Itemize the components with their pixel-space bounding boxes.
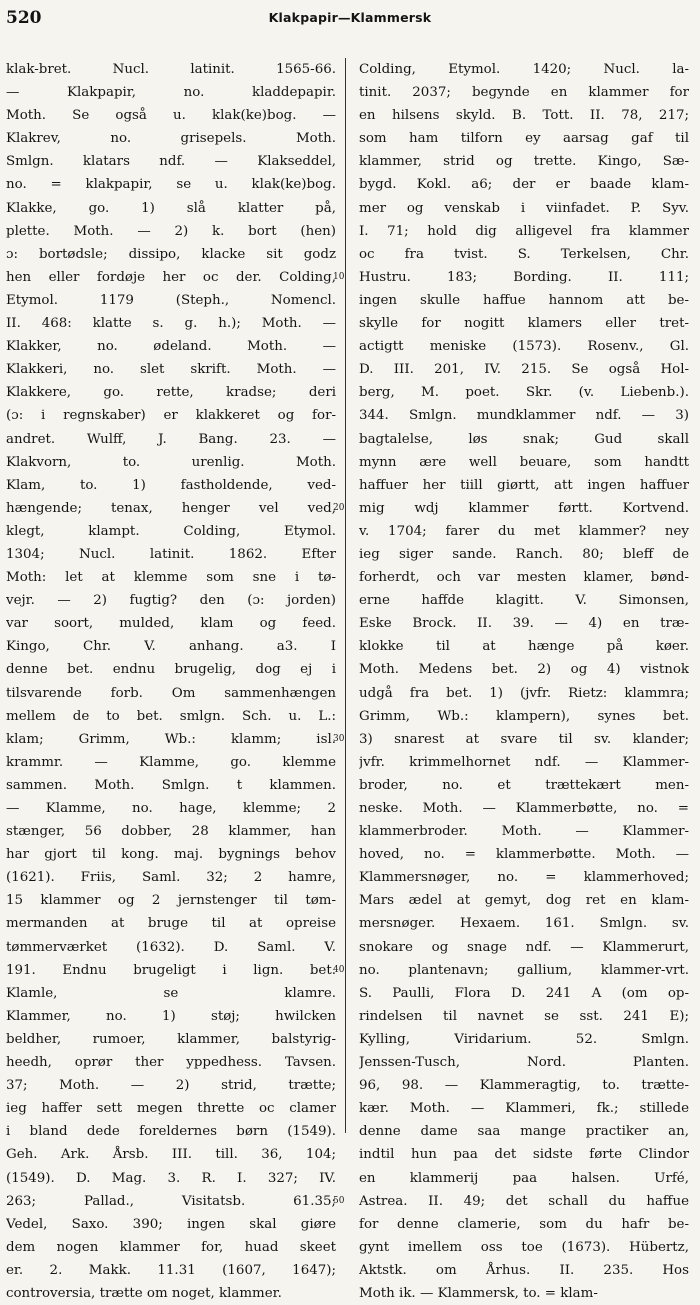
text-line: heedh, oprør ther yppedhess. Tavsen. <box>6 1055 336 1071</box>
line-number-marker: 50 <box>333 1195 345 1206</box>
text-line: Klam, to. 1) fastholdende, ved- <box>6 477 336 493</box>
text-line: Hustru. 183; Bording. II. 111; <box>359 269 689 285</box>
text-line: klokke til at hænge på køer. <box>359 639 689 655</box>
text-line: erne haffde klagitt. V. Simonsen, <box>359 593 689 609</box>
text-line: haffuer her tiill giørtt, att ingen haffuer <box>359 477 689 493</box>
text-line: denne dame saa mange practiker an, <box>359 1124 689 1140</box>
text-line: (1549). D. Mag. 3. R. I. 327; IV. <box>6 1170 336 1186</box>
text-line: — Klamme, no. hage, klemme; 2 <box>6 801 336 816</box>
text-line: mig wdj klammer førtt. Kortvend. <box>359 500 689 516</box>
text-line: Moth: let at klemme som sne i tø- <box>6 570 336 586</box>
text-line: 263; Pallad., Visitatsb. 61.35; <box>6 1193 336 1209</box>
text-line: Colding, Etymol. 1420; Nucl. la- <box>359 62 689 77</box>
text-line: 96, 98. — Klammeragtig, to. trætte- <box>359 1078 689 1094</box>
text-line: oc fra tvist. S. Terkelsen, Chr. <box>359 246 689 262</box>
text-line: er. 2. Makk. 11.31 (1607, 1647); <box>6 1262 336 1278</box>
text-line: indtil hun paa det sidste førte Clindor <box>359 1147 689 1163</box>
text-line: no. plantenavn; gallium, klammer-vrt. <box>359 962 689 978</box>
text-line: Moth. Se også u. klak(ke)bog. — <box>6 108 336 124</box>
text-line: klammerbroder. Moth. — Klammer- <box>359 824 689 840</box>
text-line: Jenssen-Tusch, Nord. Planten. <box>359 1055 689 1071</box>
text-line: broder, no. et trættekært men- <box>359 777 689 793</box>
text-line: klak-bret. Nucl. latinit. 1565-66. <box>6 62 336 77</box>
text-line: berg, M. poet. Skr. (v. Liebenb.). <box>359 385 689 401</box>
text-line: mer og venskab i viinfadet. P. Syv. <box>359 200 689 216</box>
text-line: Mars ædel at gemyt, dog ret en klam- <box>359 893 689 909</box>
text-line: controversia, trætte om noget, klammer. <box>6 1285 282 1301</box>
text-line: var soort, mulded, klam og feed. <box>6 616 336 632</box>
text-line: i bland dede foreldernes børn (1549). <box>6 1124 336 1140</box>
text-line: hoved, no. = klammerbøtte. Moth. — <box>359 847 689 863</box>
running-head: Klakpapir—Klammersk <box>268 10 432 25</box>
text-line: ieg haffer sett megen thrette oc clamer <box>6 1101 336 1117</box>
text-line: Klakker, no. ødeland. Moth. — <box>6 339 336 355</box>
page-number: 520 <box>6 8 42 28</box>
text-line: kær. Moth. — Klammeri, fk.; stillede <box>359 1101 689 1117</box>
text-line: no. = klakpapir, se u. klak(ke)bog. <box>6 177 336 193</box>
text-line: for denne clamerie, som du hafr be- <box>359 1216 689 1232</box>
text-line: har gjort til kong. maj. bygnings behov <box>6 847 336 863</box>
text-line: bygd. Kokl. a6; der er baade klam- <box>359 177 689 193</box>
text-line: tilsvarende forb. Om sammenhængen <box>6 685 336 701</box>
text-line: ɔ: bortødsle; dissipo, klacke sit godz <box>6 246 336 262</box>
text-line: (ɔ: i regnskaber) er klakkeret og for- <box>6 408 336 424</box>
text-line: mersnøger. Hexaem. 161. Smlgn. sv. <box>359 916 689 932</box>
text-line: rindelsen til navnet se sst. 241 E); <box>359 1008 689 1024</box>
text-line: neske. Moth. — Klammerbøtte, no. = <box>359 801 689 816</box>
text-line: Kylling, Viridarium. 52. Smlgn. <box>359 1031 689 1047</box>
text-line: II. 468: klatte s. g. h.); Moth. — <box>6 316 336 332</box>
text-line: Klakke, go. 1) slå klatter på, <box>6 200 336 216</box>
text-line: 344. Smlgn. mundklammer ndf. — 3) <box>359 408 689 424</box>
text-line: 3) snarest at svare til sv. klander; <box>359 731 689 747</box>
text-line: krammr. — Klamme, go. klemme <box>6 754 336 770</box>
text-line: gynt imellem oss toe (1673). Hübertz, <box>359 1239 689 1255</box>
text-line: hængende; tenax, henger vel ved, <box>6 500 336 516</box>
text-line: (1621). Friis, Saml. 32; 2 hamre, <box>6 870 336 886</box>
page-header <box>0 0 700 40</box>
line-number-marker: 30 <box>333 733 345 744</box>
text-line: Klamle, se klamre. <box>6 985 336 1001</box>
text-line: v. 1704; farer du met klammer? ney <box>359 523 689 539</box>
text-line: ingen skulle haffue hannom att be- <box>359 292 689 308</box>
text-line: Astrea. II. 49; det schall du haffue <box>359 1193 689 1209</box>
text-line: 191. Endnu brugeligt i lign. bet. <box>6 962 336 978</box>
line-number-marker: 10 <box>333 271 345 282</box>
text-line: vejr. — 2) fugtig? den (ɔ: jorden) <box>6 593 336 609</box>
text-line: en klammerij paa halsen. Urfé, <box>359 1170 689 1186</box>
text-line: beldher, rumoer, klammer, balstyrig- <box>6 1031 336 1047</box>
text-line: en hilsens skyld. B. Tott. II. 78, 217; <box>359 108 689 124</box>
text-line: Klammer, no. 1) støj; hwilcken <box>6 1008 336 1024</box>
text-line: Etymol. 1179 (Steph., Nomencl. <box>6 292 336 308</box>
line-number-marker: 20 <box>333 502 345 513</box>
text-line: 15 klammer og 2 jernstenger til tøm- <box>6 893 336 909</box>
text-line: klam; Grimm, Wb.: klamm; isl. <box>6 731 336 747</box>
text-line: 1304; Nucl. latinit. 1862. Efter <box>6 546 336 562</box>
text-line: 37; Moth. — 2) strid, trætte; <box>6 1078 336 1094</box>
text-line: Klakkeri, no. slet skrift. Moth. — <box>6 362 336 378</box>
text-line: snokare og snage ndf. — Klammerurt, <box>359 939 689 955</box>
text-line: hen eller fordøje her oc der. Colding, <box>6 269 336 285</box>
text-line: Klammersnøger, no. = klammerhoved; <box>359 870 689 886</box>
text-line: Vedel, Saxo. 390; ingen skal giøre <box>6 1216 336 1232</box>
text-line: tinit. 2037; begynde en klammer for <box>359 85 689 101</box>
text-line: udgå fra bet. 1) (jvfr. Rietz: klammra; <box>359 685 689 701</box>
text-line: som ham tilforn ey aarsag gaf til <box>359 131 689 147</box>
text-line: I. 71; hold dig alligevel fra klammer <box>359 223 689 239</box>
text-line: Smlgn. klatars ndf. — Klakseddel, <box>6 154 336 170</box>
text-line: jvfr. krimmelhornet ndf. — Klammer- <box>359 754 689 770</box>
text-line: Klakvorn, to. urenlig. Moth. <box>6 454 336 470</box>
text-line: dem nogen klammer for, huad skeet <box>6 1239 336 1255</box>
text-line: klammer, strid og trette. Kingo, Sæ- <box>359 154 689 170</box>
text-line: mellem de to bet. smlgn. Sch. u. L.: <box>6 708 336 724</box>
text-line: D. III. 201, IV. 215. Se også Hol- <box>359 362 689 378</box>
text-line: Klakrev, no. grisepels. Moth. <box>6 131 336 147</box>
text-line: — Klakpapir, no. kladdepapir. <box>6 85 336 101</box>
text-line: skylle for nogitt klamers eller tret- <box>359 316 689 332</box>
text-line: Eske Brock. II. 39. — 4) en træ- <box>359 616 689 632</box>
text-line: Moth ik. — Klammersk, to. = klam- <box>359 1285 598 1301</box>
text-line: mynn ære well beuare, som handtt <box>359 454 689 470</box>
text-line: Kingo, Chr. V. anhang. a3. I <box>6 639 336 655</box>
text-line: klegt, klampt. Colding, Etymol. <box>6 523 336 539</box>
text-line: denne bet. endnu brugelig, dog ej i <box>6 662 336 678</box>
text-line: mermanden at bruge til at opreise <box>6 916 336 932</box>
text-line: ieg siger sande. Ranch. 80; bleff de <box>359 546 689 562</box>
text-line: sammen. Moth. Smlgn. t klammen. <box>6 777 336 793</box>
text-line: tømmerværket (1632). D. Saml. V. <box>6 939 336 955</box>
text-line: Aktstk. om Århus. II. 235. Hos <box>359 1262 689 1278</box>
right-column <box>359 58 689 1305</box>
text-line: Moth. Medens bet. 2) og 4) vistnok <box>359 662 689 678</box>
text-line: Grimm, Wb.: klampern), synes bet. <box>359 708 689 724</box>
text-line: stænger, 56 dobber, 28 klammer, han <box>6 824 336 840</box>
text-line: forherdt, och var mesten klamer, bønd- <box>359 570 689 586</box>
text-line: Klakkere, go. rette, kradse; deri <box>6 385 336 401</box>
left-column <box>6 58 336 1305</box>
text-line: Geh. Ark. Årsb. III. till. 36, 104; <box>6 1147 336 1163</box>
text-line: actigtt meniske (1573). Rosenv., Gl. <box>359 339 689 355</box>
text-line: andret. Wulff, J. Bang. 23. — <box>6 431 336 447</box>
text-line: bagtalelse, løs snak; Gud skall <box>359 431 689 447</box>
text-line: S. Paulli, Flora D. 241 A (om op- <box>359 985 689 1001</box>
text-line: plette. Moth. — 2) k. bort (hen) <box>6 223 336 239</box>
line-number-marker: 40 <box>333 964 345 975</box>
